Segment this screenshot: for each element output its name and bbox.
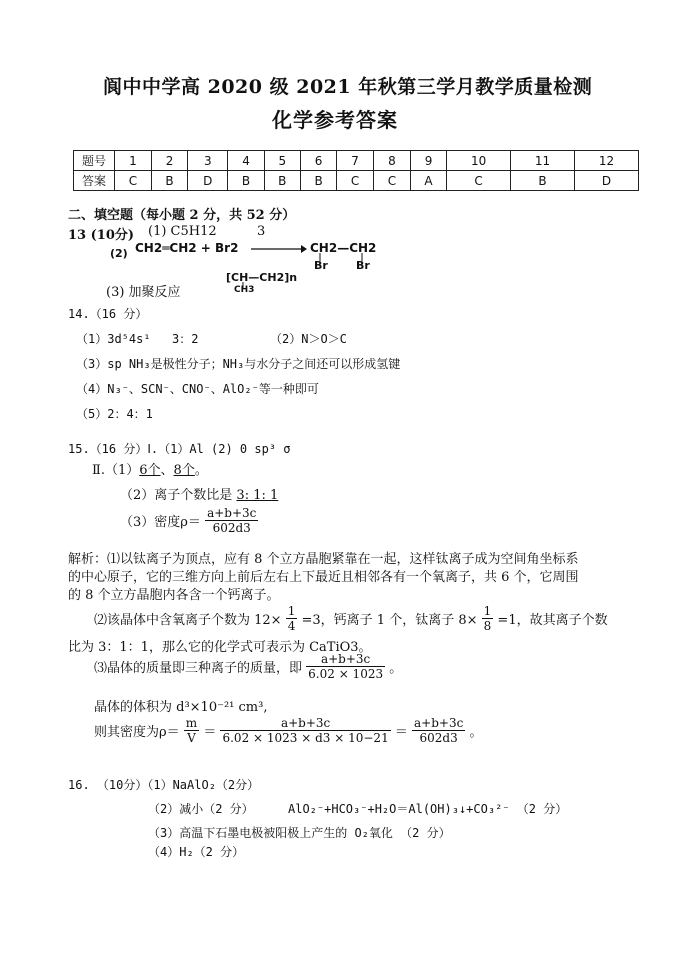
- q15-ii-sep: 、: [160, 463, 174, 478]
- fraction-denominator: 6.02 × 1023: [308, 667, 384, 681]
- q15-heading: 15.（16 分）Ⅰ.（1）Al (2) 0 sp³ σ: [68, 442, 291, 456]
- q14-line1b: 3：2: [172, 332, 199, 346]
- answer-cell: B: [511, 171, 575, 191]
- density-long-fraction: [220, 716, 390, 745]
- fraction-numerator: m: [185, 716, 198, 730]
- q14-line4: （5）2：4：1: [76, 407, 153, 421]
- exp8-equals: ＝: [203, 725, 217, 740]
- explanation-line8: [94, 716, 482, 745]
- question-number-cell: 7: [337, 151, 374, 171]
- q13-eq-product: CH2—CH2: [310, 241, 377, 255]
- q15-ii-a: 6个: [139, 463, 161, 478]
- m-over-v-fraction: [184, 716, 199, 745]
- fraction-denominator: 4: [287, 619, 296, 633]
- table-row-answers: [74, 171, 639, 191]
- fraction-numerator: a+b+3c: [306, 652, 385, 667]
- q16-line2a: （2）减小（2 分）: [148, 802, 254, 816]
- q16-line2b: AlO₂⁻+HCO₃⁻+H₂O＝Al(OH)₃↓+CO₃²⁻ （2 分）: [288, 802, 568, 816]
- q14-line1c: （2）N＞O＞C: [270, 332, 347, 346]
- doc-subtitle: 化学参考答案: [272, 108, 398, 132]
- fraction-numerator: a+b+3c: [414, 716, 464, 730]
- density-final-fraction: [412, 716, 465, 745]
- density-fraction: [205, 506, 258, 535]
- answer-cell: C: [447, 171, 511, 191]
- q15-ii-line2: [120, 484, 278, 503]
- answer-cell: B: [151, 171, 187, 191]
- q14-line3: （4）N₃⁻、SCN⁻、CNO⁻、AlO₂⁻等一种即可: [76, 382, 319, 396]
- explanation-line3: 的 8 个立方晶胞内各含一个钙离子。: [68, 588, 280, 603]
- mass-fraction: [306, 652, 385, 681]
- fraction-denominator: 6.02 × 1023 × d3 × 10−21: [222, 731, 389, 745]
- q15-ii-line1: [92, 459, 208, 478]
- fraction-eighth: [482, 604, 494, 633]
- answer-cell: C: [374, 171, 411, 191]
- answer-cell: B: [228, 171, 264, 191]
- answer-cell: D: [188, 171, 228, 191]
- fraction-denominator: 8: [483, 619, 492, 633]
- q13-part3: (3) 加聚反应: [106, 285, 181, 300]
- table-row-label: 题号: [74, 151, 115, 171]
- q13-br-2: Br: [356, 259, 370, 272]
- q13-ch3: CH3: [234, 285, 255, 295]
- exp6-text-b: 。: [389, 661, 403, 676]
- q13-part1-value: 3: [257, 224, 266, 239]
- explanation-line7: 晶体的体积为 d³×10⁻²¹ cm³,: [94, 700, 268, 715]
- fraction-denominator: V: [187, 731, 196, 745]
- q16-line3: （3）高温下石墨电极被阳极上产生的 O₂氧化 （2 分）: [148, 826, 451, 840]
- explanation-line2: 的中心原子，它的三维方向上前后左右上下最近且相邻各有一个氧离子，共 6 个，它周围: [68, 570, 579, 585]
- q15-ii-end: 。: [194, 463, 208, 478]
- question-number-cell: 6: [300, 151, 336, 171]
- q13-part2-label: (2): [110, 247, 128, 260]
- exp4-text-a: ⑵该晶体中含氧离子个数为 12×: [94, 613, 282, 628]
- explanation-line6: [94, 652, 402, 681]
- question-number-cell: 11: [511, 151, 575, 171]
- q15-ii-l2-value: 3: 1: 1: [236, 488, 279, 503]
- answer-cell: C: [337, 171, 374, 191]
- question-number-cell: 5: [264, 151, 300, 171]
- question-number-cell: 10: [447, 151, 511, 171]
- answer-cell: D: [575, 171, 639, 191]
- answer-cell: B: [300, 171, 336, 191]
- doc-title: 阆中中学高 2020 级 2021 年秋第三学月教学质量检测: [103, 76, 593, 98]
- explanation-line5: 比为 3：1：1，那么它的化学式可表示为 CaTiO3。: [68, 640, 372, 655]
- question-number-cell: 9: [410, 151, 446, 171]
- question-number-cell: 12: [575, 151, 639, 171]
- q16-line4: （4）H₂（2 分）: [148, 845, 245, 859]
- q13-br-1: Br: [314, 259, 328, 272]
- exp4-text-b: =3，钙离子 1 个，钛离子 8×: [301, 613, 478, 628]
- reaction-arrow-icon: [251, 244, 307, 254]
- q15-ii-l3-prefix: （3）密度ρ＝: [120, 515, 201, 530]
- answer-cell: C: [115, 171, 152, 191]
- section-heading: 二、填空题（每小题 2 分，共 52 分）: [68, 208, 296, 223]
- fraction-numerator: a+b+3c: [207, 506, 257, 520]
- question-number-cell: 4: [228, 151, 264, 171]
- q13-eq-reactants: CH2═CH2 + Br2: [135, 241, 239, 255]
- q15-ii-prefix: Ⅱ.（1）: [92, 463, 140, 478]
- fraction-quarter: [286, 604, 298, 633]
- q14-heading: 14.（16 分）: [68, 307, 148, 321]
- q15-ii-b: 8个: [173, 463, 195, 478]
- q13-polymer: [CH—CH2]n: [226, 271, 298, 284]
- fraction-denominator: 602d3: [212, 521, 251, 535]
- q15-ii-line3: [120, 506, 258, 535]
- fraction-denominator: 602d3: [419, 731, 458, 745]
- q13-part1: (1) C5H12: [148, 224, 217, 239]
- explanation-line1: 解析：⑴以钛离子为顶点，应有 8 个立方晶胞紧靠在一起，这样钛离子成为空间角坐标系: [68, 552, 579, 567]
- question-number-cell: 1: [115, 151, 152, 171]
- table-row-numbers: [74, 151, 639, 171]
- answer-cell: B: [264, 171, 300, 191]
- exp6-text-a: ⑶晶体的质量即三种离子的质量，即: [94, 661, 303, 676]
- q13-heading: 13 (10分): [68, 228, 135, 243]
- q14-line1a: （1）3d⁵4s¹: [76, 332, 151, 346]
- exp8-text-a: 则其密度为ρ＝: [94, 725, 180, 740]
- q15-ii-l2-prefix: （2）离子个数比是: [120, 488, 233, 503]
- exp8-end: 。: [469, 725, 483, 740]
- explanation-line4: [94, 604, 608, 633]
- question-number-cell: 8: [374, 151, 411, 171]
- question-number-cell: 2: [151, 151, 187, 171]
- answer-table: [73, 150, 639, 191]
- question-number-cell: 3: [188, 151, 228, 171]
- exp8-equals-2: ＝: [394, 725, 408, 740]
- table-row-label: 答案: [74, 171, 115, 191]
- answer-cell: A: [410, 171, 446, 191]
- exp4-text-c: =1，故其离子个数: [497, 613, 608, 628]
- fraction-numerator: 1: [483, 604, 492, 618]
- fraction-numerator: a+b+3c: [220, 716, 390, 731]
- fraction-numerator: 1: [287, 604, 296, 618]
- q14-line2: （3）sp NH₃是极性分子；NH₃与水分子之间还可以形成氢键: [76, 357, 401, 371]
- q16-heading: 16. （10分）（1）NaAlO₂（2分）: [68, 778, 260, 792]
